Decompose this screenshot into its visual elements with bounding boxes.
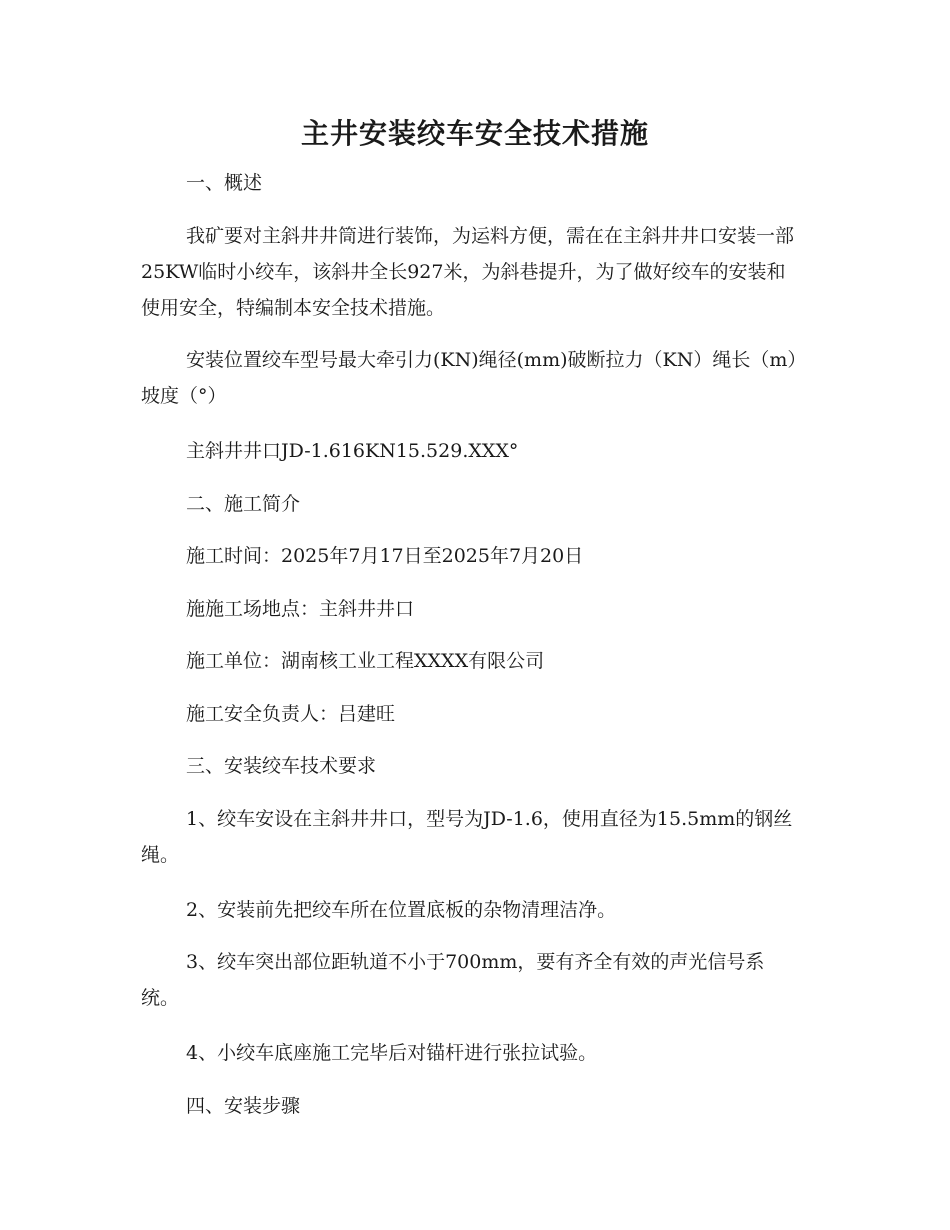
list-item-requirement-2: 2、安装前先把绞车所在位置底板的杂物清理洁净。 xyxy=(186,899,617,921)
paragraph-equipment-values: 主斜井井口JD-1.616KN15.529.XXX° xyxy=(186,440,519,462)
section-heading-construction: 二、施工简介 xyxy=(186,493,301,515)
section-heading-steps: 四、安装步骤 xyxy=(186,1095,301,1117)
list-item-requirement-3: 3、绞车突出部位距轨道不小于700mm，要有齐全有效的声光信号系统。 xyxy=(141,951,765,1009)
paragraph-overview: 我矿要对主斜井井筒进行装饰，为运料方便，需在在主斜井井口安装一部25KW临时小绞车，该斜井全长927米，为斜巷提升，为了做好绞车的安装和使用安全，特编制本安全技术措施。 xyxy=(141,225,795,319)
list-item-requirement-1: 1、绞车安设在主斜井井口，型号为JD-1.6，使用直径为15.5mm的钢丝绳。 xyxy=(141,808,793,866)
paragraph-construction-site: 施施工场地点：主斜井井口 xyxy=(186,598,415,620)
section-heading-requirements: 三、安装绞车技术要求 xyxy=(186,755,377,777)
section-heading-overview: 一、概述 xyxy=(186,172,263,194)
document-title: 主井安装绞车安全技术措施 xyxy=(300,117,649,150)
paragraph-safety-officer: 施工安全负责人：吕建旺 xyxy=(186,703,396,725)
paragraph-equipment-header: 安装位置绞车型号最大牵引力(KN)绳径(mm)破断拉力（KN）绳长（m）坡度（°） xyxy=(141,349,797,407)
paragraph-construction-unit: 施工单位：湖南核工业工程XXXX有限公司 xyxy=(186,650,545,672)
list-item-requirement-4: 4、小绞车底座施工完毕后对锚杆进行张拉试验。 xyxy=(186,1042,598,1064)
paragraph-construction-time: 施工时间：2025年7月17日至2025年7月20日 xyxy=(186,545,584,567)
